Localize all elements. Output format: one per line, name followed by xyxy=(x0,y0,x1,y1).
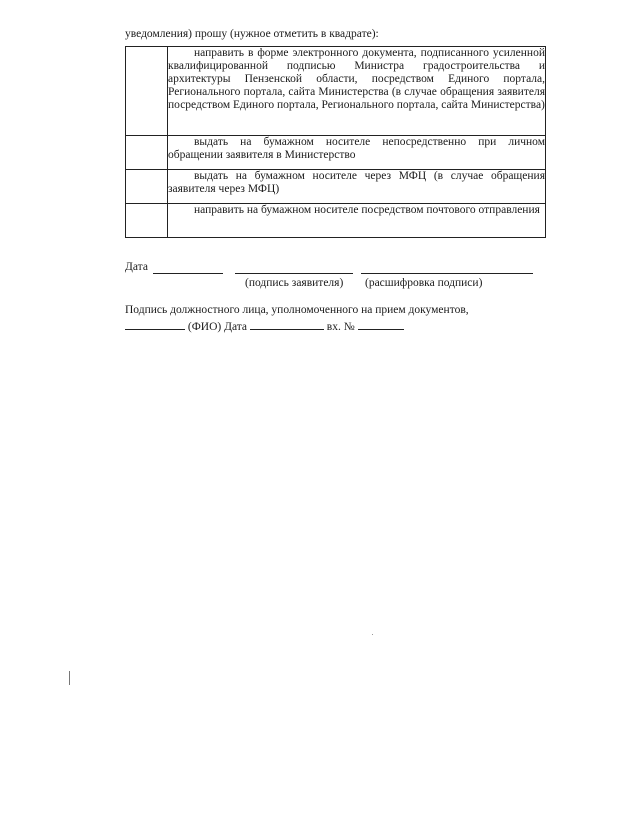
option-text-electronic: направить в форме электронного документа, подписанного усиленной квалифицированной подписью Министра градостроительства и архитектуры Пензенской области, посредством Единого портала, Регионального портала, сайта Министерства (в случае обращения заявителя посредством Единого портала, Регионального портала, сайта Министерства) xyxy=(168,47,546,136)
scan-artifact-dot xyxy=(372,634,373,635)
option-text-mfc: выдать на бумажном носителе через МФЦ (в случае обращения заявителя через МФЦ) xyxy=(168,170,546,204)
option-checkbox-ministry[interactable] xyxy=(126,136,168,170)
signature-caption: (подпись заявителя) xyxy=(245,277,344,289)
option-text-mail: направить на бумажном носителе посредством почтового отправления xyxy=(168,204,546,238)
date-label: Дата xyxy=(125,261,148,273)
incoming-number-blank[interactable] xyxy=(358,318,404,330)
official-signature-block xyxy=(125,304,545,332)
option-checkbox-mfc[interactable] xyxy=(126,170,168,204)
signature-blank[interactable] xyxy=(235,261,353,274)
official-fields-line xyxy=(125,318,545,332)
option-row xyxy=(126,170,546,204)
official-date-blank[interactable] xyxy=(250,318,324,330)
date-blank[interactable] xyxy=(153,261,223,274)
option-checkbox-mail[interactable] xyxy=(126,204,168,238)
option-checkbox-electronic[interactable] xyxy=(126,47,168,136)
delivery-options-table xyxy=(125,46,546,238)
fio-date-label: (ФИО) Дата xyxy=(187,321,248,333)
decoding-caption: (расшифровка подписи) xyxy=(365,277,483,289)
official-signature-text: Подпись должностного лица, уполномоченного на прием документов, xyxy=(125,304,469,316)
incoming-number-label: вх. № xyxy=(326,321,355,333)
decoding-blank[interactable] xyxy=(361,261,533,274)
option-row xyxy=(126,136,546,170)
official-signature-blank[interactable] xyxy=(125,318,185,330)
intro-text: уведомления) прошу (нужное отметить в квадрате): xyxy=(125,28,379,40)
applicant-signature-block xyxy=(125,261,545,291)
option-row xyxy=(126,204,546,238)
option-row xyxy=(126,47,546,136)
scan-artifact-mark xyxy=(69,671,70,685)
option-text-ministry: выдать на бумажном носителе непосредственно при личном обращении заявителя в Министерство xyxy=(168,136,546,170)
